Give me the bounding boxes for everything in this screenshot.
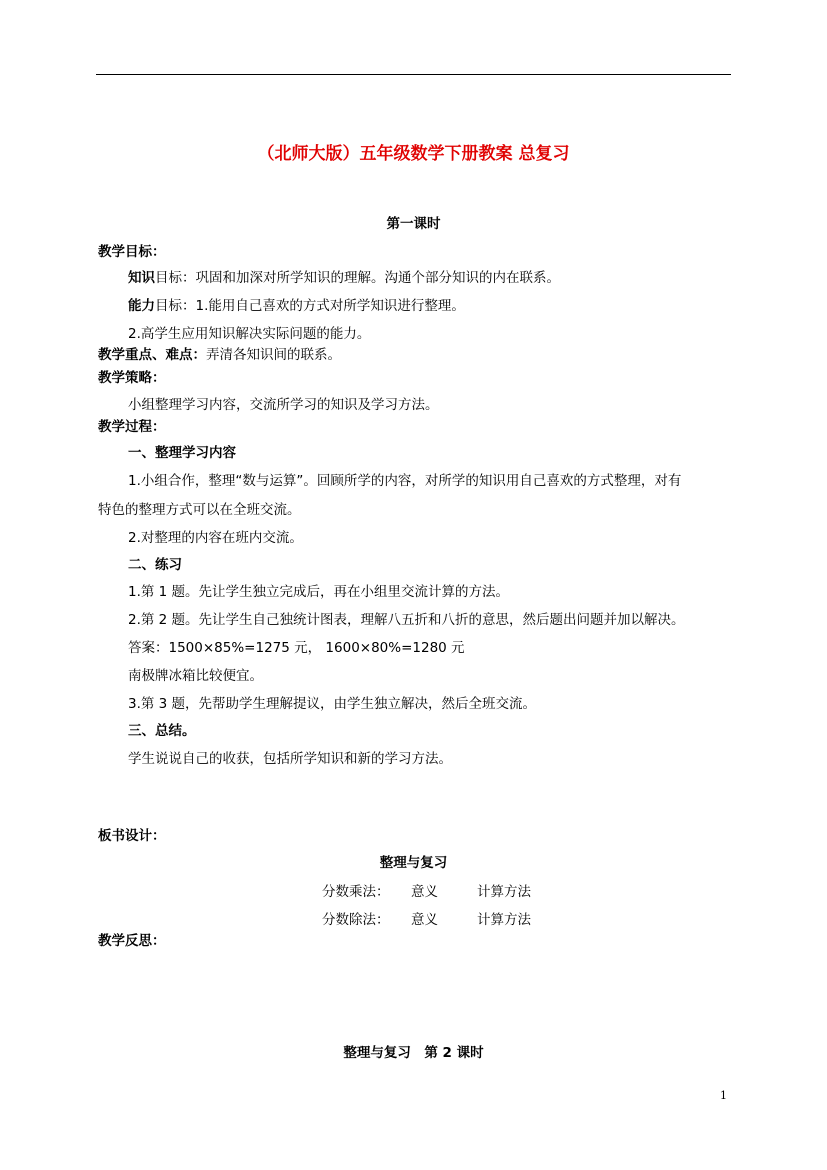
board-title: 整理与复习 <box>379 855 448 871</box>
board-row-1-method: 计算方法 <box>477 884 531 900</box>
board-row-2-method: 计算方法 <box>477 912 531 928</box>
answer-line: 答案：1500×85%=1275 元， 1600×80%=1280 元 <box>128 640 465 656</box>
strategy-text: 小组整理学习内容，交流所学习的知识及学习方法。 <box>128 397 439 413</box>
page-number: 1 <box>720 1089 727 1102</box>
part1-heading: 一、整理学习内容 <box>128 445 236 461</box>
header-rule <box>96 74 731 75</box>
process-heading: 教学过程： <box>98 419 166 435</box>
strategy-heading: 教学策略： <box>98 370 166 386</box>
ability-label: 能力 <box>128 298 155 314</box>
part2-heading: 二、练习 <box>128 557 182 573</box>
board-row-1-meaning: 意义 <box>411 884 438 900</box>
board-heading: 板书设计： <box>98 828 166 844</box>
board-row-1-topic: 分数乘法： <box>322 884 390 900</box>
board-row-2-topic: 分数除法： <box>322 912 390 928</box>
exercise-1: 1.第 1 题。先让学生独立完成后，再在小组里交流计算的方法。 <box>128 584 510 600</box>
goals-heading: 教学目标： <box>98 244 166 260</box>
ability-text: 目标：1.能用自己喜欢的方式对所学知识进行整理。 <box>155 298 465 314</box>
answer-note: 南极牌冰箱比较便宜。 <box>128 668 263 684</box>
board-row-2-meaning: 意义 <box>411 912 438 928</box>
key-text: 弄清各知识间的联系。 <box>206 347 341 363</box>
exercise-2: 2.第 2 题。先让学生自己独统计图表，理解八五折和八折的意思，然后题出问题并加以解决。 <box>128 612 685 628</box>
reflection-heading: 教学反思： <box>98 933 166 949</box>
exercise-3: 3.第 3 题，先帮助学生理解提议，由学生独立解决，然后全班交流。 <box>128 696 537 712</box>
key-label: 教学重点、难点： <box>98 347 206 363</box>
knowledge-text: 目标：巩固和加深对所学知识的理解。沟通个部分知识的内在联系。 <box>155 270 560 286</box>
part3-heading: 三、总结。 <box>128 723 196 739</box>
lesson-heading: 第一课时 <box>386 216 441 232</box>
ability-goal-2: 2.高学生应用知识解决实际问题的能力。 <box>128 326 371 342</box>
key-points <box>98 349 341 363</box>
part1-item2: 2.对整理的内容在班内交流。 <box>128 530 303 546</box>
knowledge-goal <box>128 272 560 286</box>
summary-text: 学生说说自己的收获，包括所学知识和新的学习方法。 <box>128 751 452 767</box>
lesson2-heading: 整理与复习 第 2 课时 <box>343 1045 484 1061</box>
part1-line2: 特色的整理方式可以在全班交流。 <box>98 502 301 518</box>
document-title: （北师大版）五年级数学下册教案 总复习 <box>257 144 570 164</box>
part1-line1: 1.小组合作，整理“数与运算”。回顾所学的内容，对所学的知识用自己喜欢的方式整理，对有 <box>128 473 682 489</box>
knowledge-label: 知识 <box>128 270 155 286</box>
ability-goal <box>128 300 465 314</box>
